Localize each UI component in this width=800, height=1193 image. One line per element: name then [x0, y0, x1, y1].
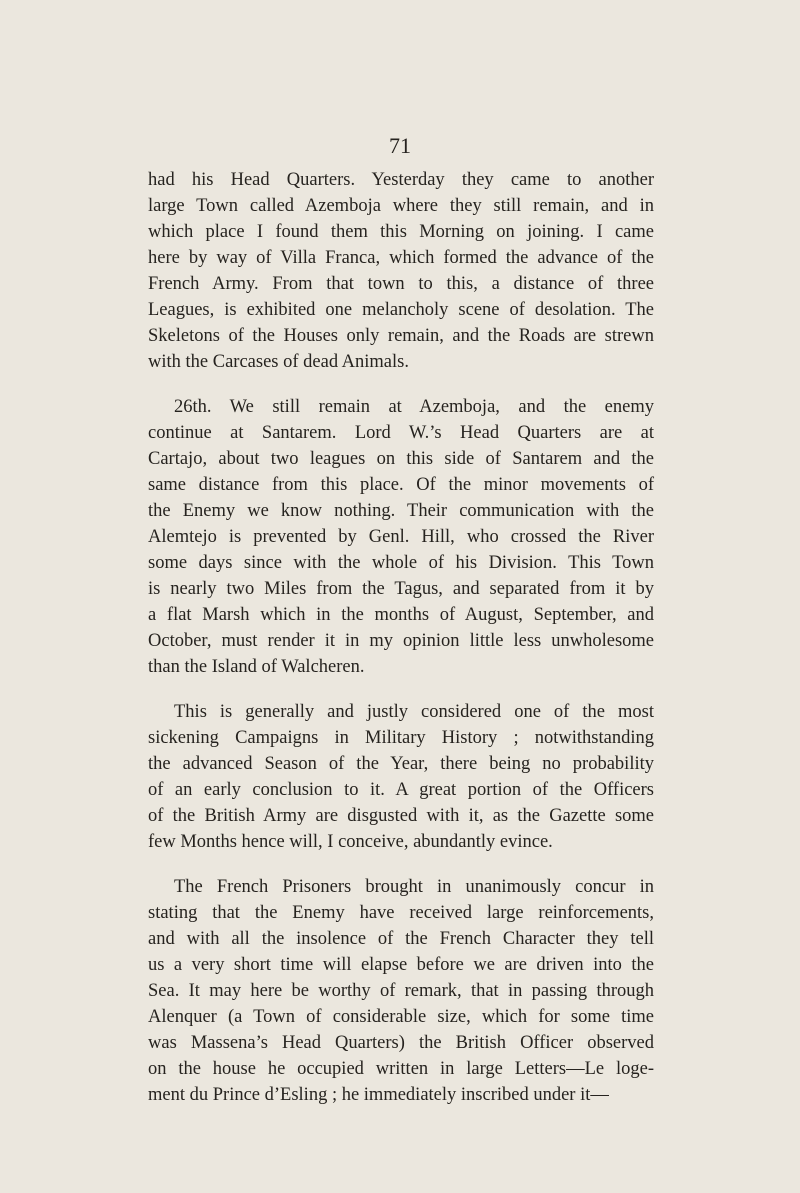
paragraph-1 — [148, 167, 654, 375]
text-line: October, must render it in my opinion little less unwholesome — [148, 631, 654, 651]
text-line: 26th. We still remain at Azemboja, and the enemy — [174, 397, 654, 417]
text-line: the Enemy we know nothing. Their communication with the — [148, 501, 654, 521]
text-line: of the British Army are disgusted with it, as the Gazette some — [148, 806, 654, 826]
paragraph-2 — [148, 394, 654, 680]
text-line: the advanced Season of the Year, there being no probability — [148, 754, 654, 774]
body-text — [148, 167, 654, 1127]
text-line: stating that the Enemy have received large reinforcements, — [148, 903, 654, 923]
paragraph-3 — [148, 699, 654, 855]
text-line: This is generally and justly considered one of the most — [174, 702, 654, 722]
text-line: The French Prisoners brought in unanimously concur in — [174, 877, 654, 897]
text-line: few Months hence will, I conceive, abundantly evince. — [148, 832, 553, 852]
text-line: Leagues, is exhibited one melancholy scene of desolation. The — [148, 300, 654, 320]
text-line: Cartajo, about two leagues on this side of Santarem and the — [148, 449, 654, 469]
paragraph-4 — [148, 874, 654, 1108]
text-line: and with all the insolence of the French Character they tell — [148, 929, 654, 949]
text-line: which place I found them this Morning on joining. I came — [148, 222, 654, 242]
text-line: continue at Santarem. Lord W.’s Head Quarters are at — [148, 423, 654, 443]
text-line: same distance from this place. Of the minor movements of — [148, 475, 654, 495]
text-line: Alenquer (a Town of considerable size, which for some time — [148, 1007, 654, 1027]
text-line: some days since with the whole of his Division. This Town — [148, 553, 654, 573]
text-line: Skeletons of the Houses only remain, and the Roads are strewn — [148, 326, 654, 346]
text-line: a flat Marsh which in the months of August, September, and — [148, 605, 654, 625]
text-line: large Town called Azemboja where they still remain, and in — [148, 196, 654, 216]
text-line: Sea. It may here be worthy of remark, that in passing through — [148, 981, 654, 1001]
text-line: had his Head Quarters. Yesterday they came to another — [148, 170, 654, 190]
text-line: Alemtejo is prevented by Genl. Hill, who crossed the River — [148, 527, 654, 547]
text-line: on the house he occupied written in large Letters—Le loge- — [148, 1059, 654, 1079]
text-line: ment du Prince d’Esling ; he immediately inscribed under it— — [148, 1085, 609, 1105]
text-line: sickening Campaigns in Military History ; notwithstanding — [148, 728, 654, 748]
text-line: than the Island of Walcheren. — [148, 657, 365, 677]
text-line: with the Carcases of dead Animals. — [148, 352, 409, 372]
page-number: 71 — [389, 133, 411, 158]
text-line: is nearly two Miles from the Tagus, and separated from it by — [148, 579, 654, 599]
text-line: French Army. From that town to this, a distance of three — [148, 274, 654, 294]
text-line: was Massena’s Head Quarters) the British Officer observed — [148, 1033, 654, 1053]
text-line: us a very short time will elapse before we are driven into the — [148, 955, 654, 975]
text-line: of an early conclusion to it. A great portion of the Officers — [148, 780, 654, 800]
text-line: here by way of Villa Franca, which formed the advance of the — [148, 248, 654, 268]
